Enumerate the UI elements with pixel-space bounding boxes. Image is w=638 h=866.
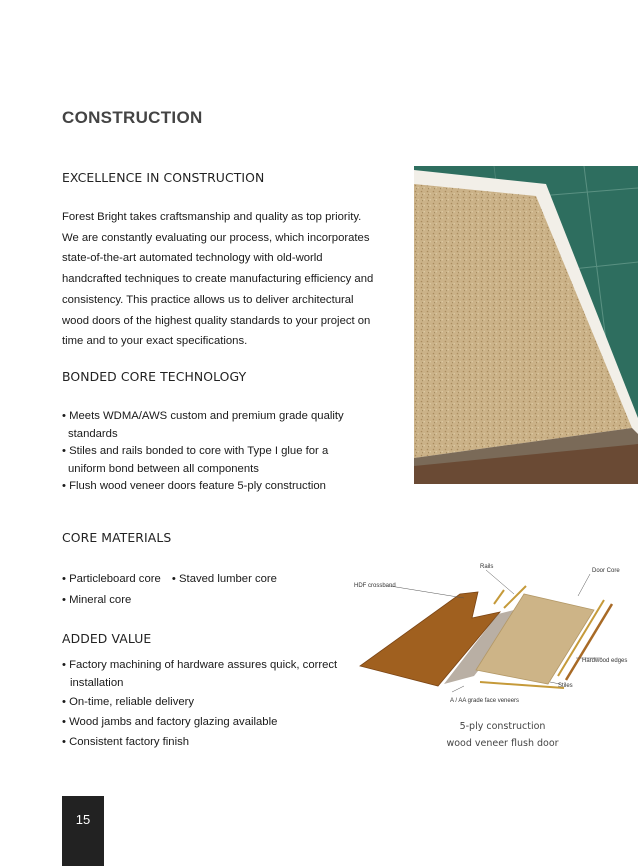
added-value-bullet-list (62, 657, 337, 752)
diagram-label-rails: Rails (480, 564, 494, 570)
diagram-label-veneers: A / AA grade face veneers (450, 698, 520, 704)
paragraph-line: consistency. This practice allows us to deliver architectural (62, 293, 354, 306)
bullet-item (62, 408, 344, 443)
bullet-row (62, 571, 277, 589)
bullet-item (62, 443, 344, 478)
five-ply-diagram-illustration (354, 556, 638, 706)
bullet-text: • Staved lumber core (171, 573, 277, 585)
section-heading-added-value: ADDED VALUE (62, 631, 152, 646)
section-heading-bonded: BONDED CORE TECHNOLOGY (62, 369, 247, 384)
bullet-text: • Factory machining of hardware assures quick, correct (62, 659, 338, 671)
diagram-label-stiles: Stiles (558, 683, 573, 689)
caption-line: 5-ply construction (459, 721, 546, 732)
core-materials-list (62, 571, 277, 609)
bullet-text: • Particleboard core (62, 573, 161, 585)
diagram-caption (420, 718, 585, 752)
page-title: CONSTRUCTION (62, 108, 203, 127)
paragraph-line: wood doors of the highest quality standards to your project on (62, 314, 371, 327)
diagram-label-door-core: Door Core (592, 568, 620, 574)
bullet-continuation: uniform bond between all components (68, 462, 259, 475)
bullet-item (62, 657, 337, 692)
bullet-text: • Meets WDMA/AWS custom and premium grade quality (62, 410, 344, 422)
bullet-text: • Flush wood veneer doors feature 5-ply construction (62, 480, 326, 493)
diagram-label-hdf: HDF crossband (354, 583, 396, 589)
page-number: 15 (75, 812, 91, 827)
bullet-item (62, 478, 344, 496)
paragraph-line: state-of-the-art automated technology with old-world (62, 252, 323, 265)
paragraph-line: Forest Bright takes craftsmanship and quality as top priority. (62, 211, 362, 223)
page-number-box (62, 796, 104, 866)
paragraph-line: handcrafted techniques to create manufacturing efficiency and (62, 273, 374, 286)
bullet-text: • Consistent factory finish (62, 735, 190, 748)
bullet-text: • Mineral core (62, 593, 132, 606)
bullet-continuation: installation (70, 676, 124, 689)
excellence-paragraph (62, 207, 402, 352)
rail-strip (480, 682, 564, 688)
section-heading-core-materials: CORE MATERIALS (62, 530, 172, 545)
bullet-text: • Stiles and rails bonded to core with Type I glue for a (62, 445, 329, 458)
rail-strip (494, 590, 504, 604)
diagram-label-hardwood: Hardwood edges (582, 658, 628, 664)
bullet-text: • Wood jambs and factory glazing available (62, 716, 278, 729)
bullet-continuation: standards (68, 427, 118, 440)
paragraph-line: We are constantly evaluating our process, which incorporates (62, 231, 370, 244)
bonded-bullet-list (62, 408, 344, 496)
five-ply-diagram (354, 556, 638, 706)
bullet-text: • On-time, reliable delivery (62, 696, 195, 709)
paragraph-line: time and to your exact specifications. (62, 335, 248, 348)
section-heading-excellence: EXCELLENCE IN CONSTRUCTION (62, 170, 265, 185)
caption-line: wood veneer flush door (446, 738, 559, 749)
door-core-photo (414, 166, 638, 484)
door-core-photo-illustration (414, 166, 638, 484)
